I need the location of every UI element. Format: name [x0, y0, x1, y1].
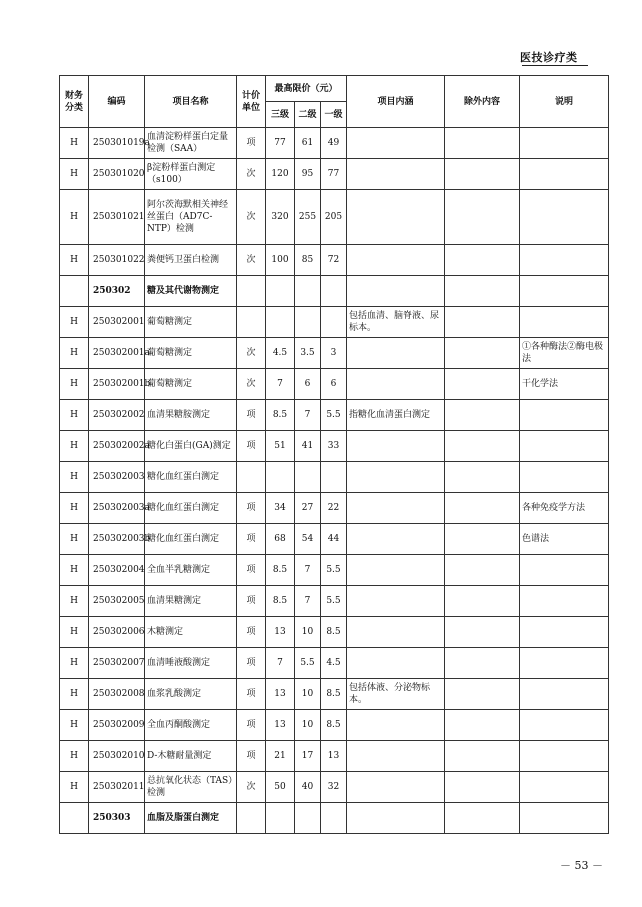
- row-price-level1: 49: [321, 128, 347, 159]
- row-category: H: [60, 741, 89, 772]
- row-price-level3: [266, 276, 295, 307]
- row-price-level2: 10: [295, 679, 321, 710]
- table-row: [60, 462, 609, 493]
- row-unit: 项: [237, 431, 266, 462]
- row-notes: [520, 679, 609, 710]
- header-code: 编码: [89, 76, 145, 128]
- row-category: H: [60, 159, 89, 190]
- row-price-level1: 77: [321, 159, 347, 190]
- header-level1: 一级: [321, 102, 347, 128]
- table-row: [60, 710, 609, 741]
- row-price-level1: 8.5: [321, 710, 347, 741]
- row-name: 总抗氧化状态（TAS）检测: [145, 772, 237, 803]
- section-header: 医技诊疗类: [520, 51, 578, 64]
- row-price-level1: 8.5: [321, 617, 347, 648]
- row-price-level1: 72: [321, 245, 347, 276]
- row-content: [347, 462, 445, 493]
- header-content: 项目内涵: [347, 76, 445, 128]
- row-exclusions: [445, 524, 520, 555]
- row-price-level3: 13: [266, 617, 295, 648]
- row-exclusions: [445, 679, 520, 710]
- row-exclusions: [445, 245, 520, 276]
- row-content: [347, 741, 445, 772]
- row-price-level2: [295, 276, 321, 307]
- row-price-level3: 320: [266, 190, 295, 245]
- row-price-level1: 5.5: [321, 400, 347, 431]
- row-price-level1: 3: [321, 338, 347, 369]
- table-row: [60, 772, 609, 803]
- row-unit: 次: [237, 772, 266, 803]
- row-name: 糖化血红蛋白测定: [145, 462, 237, 493]
- row-unit: 项: [237, 586, 266, 617]
- row-content: [347, 369, 445, 400]
- table-row: [60, 524, 609, 555]
- row-category: H: [60, 400, 89, 431]
- header-notes: 说明: [520, 76, 609, 128]
- row-content: 包括体液、分泌物标本。: [347, 679, 445, 710]
- table-row: [60, 431, 609, 462]
- row-content: [347, 431, 445, 462]
- row-name: 葡萄糖测定: [145, 307, 237, 338]
- row-code: 250301021: [89, 190, 145, 245]
- row-code: 250302001: [89, 307, 145, 338]
- row-exclusions: [445, 741, 520, 772]
- row-code: 250302003: [89, 462, 145, 493]
- row-content: [347, 803, 445, 834]
- table-row: [60, 617, 609, 648]
- row-name: 粪便钙卫蛋白检测: [145, 245, 237, 276]
- row-code: 250301020: [89, 159, 145, 190]
- row-price-level3: 34: [266, 493, 295, 524]
- row-unit: [237, 276, 266, 307]
- row-content: [347, 159, 445, 190]
- table-body: [60, 128, 609, 834]
- row-code: 250302010: [89, 741, 145, 772]
- row-price-level1: 13: [321, 741, 347, 772]
- row-category: H: [60, 772, 89, 803]
- table-row: [60, 159, 609, 190]
- row-unit: 项: [237, 679, 266, 710]
- row-notes: 色谱法: [520, 524, 609, 555]
- row-unit: 项: [237, 555, 266, 586]
- row-price-level2: 7: [295, 400, 321, 431]
- row-price-level3: 13: [266, 679, 295, 710]
- row-price-level2: 61: [295, 128, 321, 159]
- row-exclusions: [445, 617, 520, 648]
- row-name: 全血丙酮酸测定: [145, 710, 237, 741]
- row-price-level3: 8.5: [266, 555, 295, 586]
- row-price-level1: [321, 276, 347, 307]
- row-price-level3: 100: [266, 245, 295, 276]
- row-unit: 项: [237, 710, 266, 741]
- row-price-level3: 7: [266, 369, 295, 400]
- row-notes: [520, 803, 609, 834]
- row-price-level1: [321, 803, 347, 834]
- row-price-level3: 8.5: [266, 400, 295, 431]
- table-row: [60, 400, 609, 431]
- row-content: [347, 338, 445, 369]
- row-price-level3: [266, 803, 295, 834]
- row-unit: 次: [237, 159, 266, 190]
- row-category: H: [60, 617, 89, 648]
- row-price-level2: 17: [295, 741, 321, 772]
- row-price-level2: [295, 307, 321, 338]
- row-unit: 项: [237, 648, 266, 679]
- row-price-level3: [266, 307, 295, 338]
- row-name: 血浆乳酸测定: [145, 679, 237, 710]
- row-exclusions: [445, 462, 520, 493]
- row-code: 250302003a: [89, 493, 145, 524]
- row-name: β淀粉样蛋白测定（s100）: [145, 159, 237, 190]
- row-notes: [520, 159, 609, 190]
- row-price-level2: [295, 803, 321, 834]
- row-name: D-木糖耐量测定: [145, 741, 237, 772]
- row-price-level2: 85: [295, 245, 321, 276]
- row-notes: [520, 307, 609, 338]
- table-row: [60, 369, 609, 400]
- row-notes: [520, 772, 609, 803]
- row-price-level1: 6: [321, 369, 347, 400]
- row-category: H: [60, 431, 89, 462]
- row-price-level3: 68: [266, 524, 295, 555]
- row-price-level1: 205: [321, 190, 347, 245]
- row-price-level2: 7: [295, 555, 321, 586]
- row-code: 250302002a: [89, 431, 145, 462]
- row-code: 250302009: [89, 710, 145, 741]
- header-price-group: 最高限价（元）: [266, 76, 347, 102]
- row-price-level3: 8.5: [266, 586, 295, 617]
- row-notes: 各种免疫学方法: [520, 493, 609, 524]
- row-price-level3: 7: [266, 648, 295, 679]
- table-row: [60, 493, 609, 524]
- row-unit: [237, 307, 266, 338]
- row-price-level2: [295, 462, 321, 493]
- row-name: 葡萄糖测定: [145, 338, 237, 369]
- row-exclusions: [445, 128, 520, 159]
- row-price-level3: 51: [266, 431, 295, 462]
- row-content: [347, 586, 445, 617]
- row-price-level3: 50: [266, 772, 295, 803]
- row-code: 250301022: [89, 245, 145, 276]
- row-notes: [520, 128, 609, 159]
- section-row: [60, 803, 609, 834]
- row-exclusions: [445, 276, 520, 307]
- row-exclusions: [445, 369, 520, 400]
- row-content: [347, 245, 445, 276]
- row-category: [60, 276, 89, 307]
- row-category: H: [60, 710, 89, 741]
- row-content: [347, 772, 445, 803]
- row-category: [60, 803, 89, 834]
- row-content: 包括血清、脑脊液、尿标本。: [347, 307, 445, 338]
- row-code: 250302008: [89, 679, 145, 710]
- row-content: [347, 524, 445, 555]
- row-code: 250302001b: [89, 369, 145, 400]
- row-category: H: [60, 586, 89, 617]
- row-name: 葡萄糖测定: [145, 369, 237, 400]
- row-exclusions: [445, 400, 520, 431]
- row-exclusions: [445, 803, 520, 834]
- row-price-level1: 8.5: [321, 679, 347, 710]
- row-content: [347, 128, 445, 159]
- row-exclusions: [445, 493, 520, 524]
- row-name: 阿尔茨海默相关神经丝蛋白（AD7C-NTP）检测: [145, 190, 237, 245]
- header-exclusions: 除外内容: [445, 76, 520, 128]
- table-row: [60, 648, 609, 679]
- row-exclusions: [445, 710, 520, 741]
- row-price-level2: 95: [295, 159, 321, 190]
- row-name: 糖及其代谢物测定: [145, 276, 237, 307]
- row-notes: [520, 400, 609, 431]
- row-notes: 干化学法: [520, 369, 609, 400]
- row-price-level3: 13: [266, 710, 295, 741]
- row-price-level3: [266, 462, 295, 493]
- row-exclusions: [445, 338, 520, 369]
- table-row: [60, 128, 609, 159]
- row-notes: [520, 648, 609, 679]
- row-price-level2: 40: [295, 772, 321, 803]
- table-row: [60, 338, 609, 369]
- row-code: 250302: [89, 276, 145, 307]
- row-exclusions: [445, 648, 520, 679]
- row-price-level2: 5.5: [295, 648, 321, 679]
- row-content: 指糖化血清蛋白测定: [347, 400, 445, 431]
- header-level3: 三级: [266, 102, 295, 128]
- row-code: 250301019a: [89, 128, 145, 159]
- row-price-level1: 22: [321, 493, 347, 524]
- row-price-level2: 10: [295, 617, 321, 648]
- row-price-level1: 5.5: [321, 586, 347, 617]
- row-category: H: [60, 190, 89, 245]
- row-category: H: [60, 369, 89, 400]
- row-price-level2: 41: [295, 431, 321, 462]
- row-notes: [520, 190, 609, 245]
- row-unit: 项: [237, 617, 266, 648]
- row-price-level1: [321, 462, 347, 493]
- row-code: 250302003b: [89, 524, 145, 555]
- row-notes: [520, 555, 609, 586]
- row-exclusions: [445, 555, 520, 586]
- row-unit: 次: [237, 245, 266, 276]
- row-price-level3: 4.5: [266, 338, 295, 369]
- row-category: H: [60, 338, 89, 369]
- row-unit: 次: [237, 338, 266, 369]
- row-price-level1: 44: [321, 524, 347, 555]
- row-price-level3: 120: [266, 159, 295, 190]
- row-code: 250302006: [89, 617, 145, 648]
- row-price-level2: 255: [295, 190, 321, 245]
- row-content: [347, 710, 445, 741]
- table-row: [60, 679, 609, 710]
- row-content: [347, 276, 445, 307]
- row-price-level1: [321, 307, 347, 338]
- table-row: [60, 190, 609, 245]
- row-exclusions: [445, 586, 520, 617]
- row-unit: 项: [237, 741, 266, 772]
- row-name: 糖化血红蛋白测定: [145, 524, 237, 555]
- row-price-level1: 32: [321, 772, 347, 803]
- row-code: 250302007: [89, 648, 145, 679]
- row-code: 250303: [89, 803, 145, 834]
- row-name: 血清淀粉样蛋白定量检测（SAA）: [145, 128, 237, 159]
- row-price-level2: 7: [295, 586, 321, 617]
- row-name: 血清果糖测定: [145, 586, 237, 617]
- row-notes: [520, 710, 609, 741]
- row-code: 250302004: [89, 555, 145, 586]
- row-price-level2: 10: [295, 710, 321, 741]
- row-price-level2: 3.5: [295, 338, 321, 369]
- row-notes: [520, 741, 609, 772]
- row-category: H: [60, 307, 89, 338]
- table-row: [60, 307, 609, 338]
- row-unit: 项: [237, 128, 266, 159]
- row-unit: 项: [237, 493, 266, 524]
- row-category: H: [60, 128, 89, 159]
- row-name: 血清果糖胺测定: [145, 400, 237, 431]
- row-exclusions: [445, 159, 520, 190]
- row-code: 250302005: [89, 586, 145, 617]
- row-price-level3: 77: [266, 128, 295, 159]
- row-category: H: [60, 493, 89, 524]
- row-exclusions: [445, 190, 520, 245]
- row-price-level1: 33: [321, 431, 347, 462]
- row-unit: 项: [237, 400, 266, 431]
- page-number: － 53 －: [560, 859, 603, 872]
- row-notes: ①各种酶法②酶电极法: [520, 338, 609, 369]
- section-row: [60, 276, 609, 307]
- row-exclusions: [445, 431, 520, 462]
- row-name: 木糖测定: [145, 617, 237, 648]
- header-rule: [522, 65, 588, 66]
- header-name: 项目名称: [145, 76, 237, 128]
- row-price-level2: 54: [295, 524, 321, 555]
- table-row: [60, 245, 609, 276]
- row-notes: [520, 617, 609, 648]
- row-name: 血脂及脂蛋白测定: [145, 803, 237, 834]
- row-unit: 项: [237, 524, 266, 555]
- row-content: [347, 190, 445, 245]
- row-unit: [237, 803, 266, 834]
- row-price-level1: 5.5: [321, 555, 347, 586]
- row-unit: 次: [237, 190, 266, 245]
- table-row: [60, 741, 609, 772]
- row-content: [347, 648, 445, 679]
- row-category: H: [60, 679, 89, 710]
- row-price-level1: 4.5: [321, 648, 347, 679]
- row-code: 250302011: [89, 772, 145, 803]
- header-unit: 计价单位: [237, 76, 266, 128]
- row-name: 血清唾液酸测定: [145, 648, 237, 679]
- row-unit: [237, 462, 266, 493]
- header-level2: 二级: [295, 102, 321, 128]
- row-notes: [520, 276, 609, 307]
- row-content: [347, 617, 445, 648]
- row-exclusions: [445, 772, 520, 803]
- row-price-level2: 6: [295, 369, 321, 400]
- row-category: H: [60, 555, 89, 586]
- table-row: [60, 555, 609, 586]
- row-code: 250302002: [89, 400, 145, 431]
- row-category: H: [60, 245, 89, 276]
- row-name: 全血半乳糖测定: [145, 555, 237, 586]
- row-category: H: [60, 648, 89, 679]
- header-category: 财务分类: [60, 76, 89, 128]
- row-content: [347, 493, 445, 524]
- row-category: H: [60, 524, 89, 555]
- row-price-level3: 21: [266, 741, 295, 772]
- row-notes: [520, 245, 609, 276]
- row-code: 250302001a: [89, 338, 145, 369]
- table-row: [60, 586, 609, 617]
- row-notes: [520, 586, 609, 617]
- row-notes: [520, 462, 609, 493]
- fee-table: [59, 75, 609, 834]
- row-category: H: [60, 462, 89, 493]
- row-name: 糖化白蛋白(GA)测定: [145, 431, 237, 462]
- row-name: 糖化血红蛋白测定: [145, 493, 237, 524]
- row-notes: [520, 431, 609, 462]
- row-content: [347, 555, 445, 586]
- row-price-level2: 27: [295, 493, 321, 524]
- row-exclusions: [445, 307, 520, 338]
- row-unit: 次: [237, 369, 266, 400]
